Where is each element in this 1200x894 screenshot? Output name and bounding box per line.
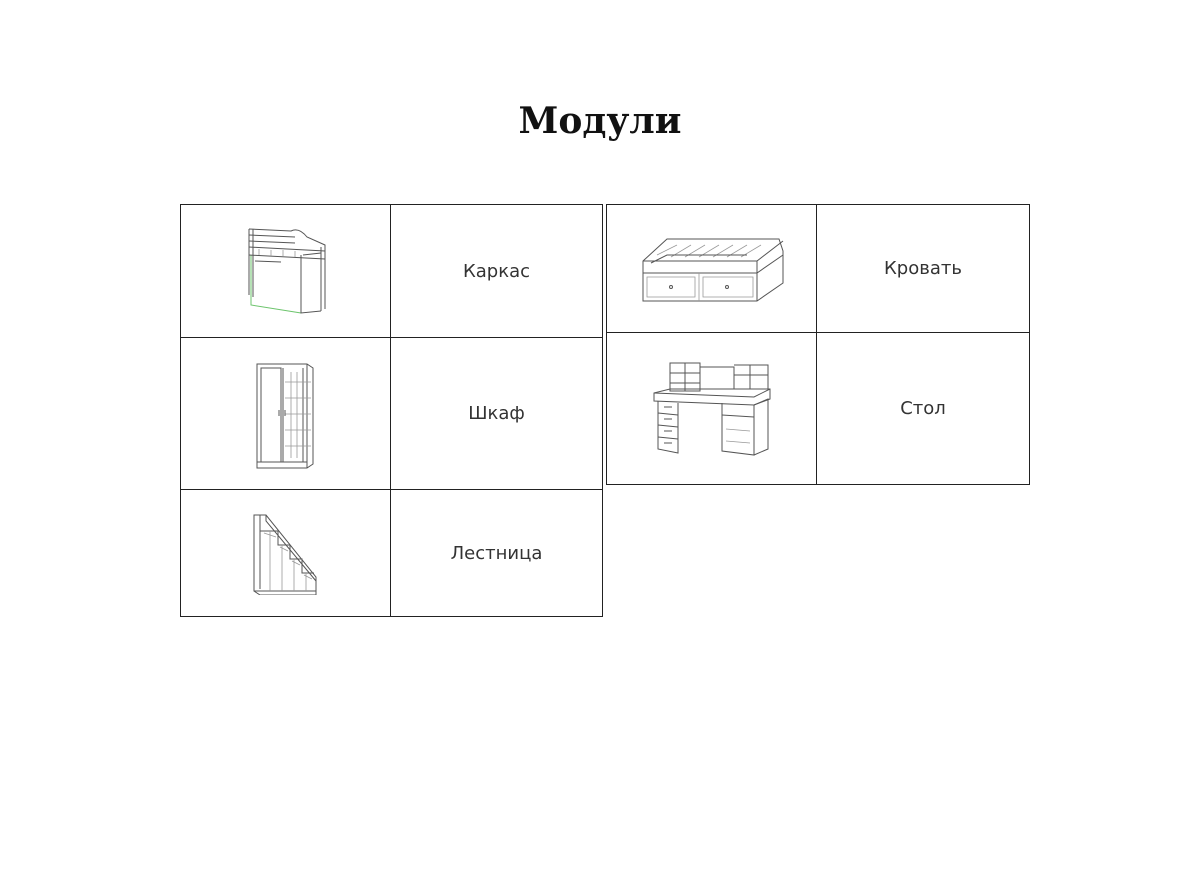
module-image-cell [607,205,817,333]
module-image-cell [181,490,391,617]
module-label[interactable]: Стол [900,398,946,419]
modules-table-right [606,204,1030,485]
module-label[interactable]: Кровать [884,258,962,279]
module-image-cell [181,205,391,338]
module-row-frame [181,205,603,338]
module-label-cell [391,490,603,617]
module-label[interactable]: Каркас [462,260,531,282]
module-row-bed [607,205,1030,333]
page-title: Модули [518,100,682,142]
module-row-wardrobe [181,338,603,490]
module-label-cell [817,205,1030,333]
desk-drawing-icon[interactable] [607,359,816,459]
module-label-cell [391,338,603,490]
module-row-desk [607,333,1030,485]
wardrobe-drawing-icon[interactable] [181,358,390,470]
module-image-cell [607,333,817,485]
modules-table-left [180,204,603,617]
module-label[interactable]: Лестница [450,542,543,564]
loft-frame-drawing-icon[interactable] [181,225,390,317]
module-label-cell [391,205,603,338]
bed-drawing-icon[interactable] [607,231,816,307]
module-image-cell [181,338,391,490]
module-label-cell [817,333,1030,485]
staircase-drawing-icon[interactable] [181,511,390,595]
module-row-stairs [181,490,603,617]
module-label[interactable]: Шкаф [468,403,525,424]
